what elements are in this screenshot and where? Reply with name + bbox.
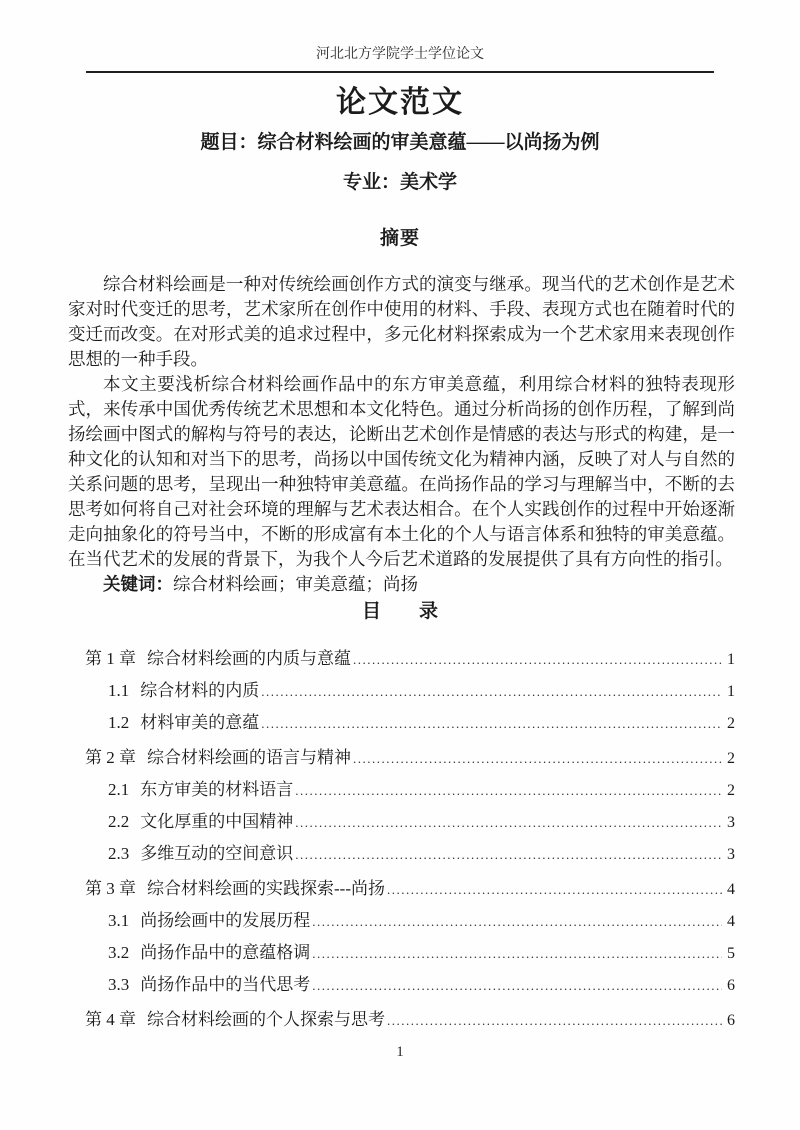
- toc-entry-page: 4: [727, 913, 735, 930]
- toc-entry-number: 2.3: [108, 844, 130, 863]
- toc-entry: [85, 807, 735, 839]
- toc-dot-leader: [312, 946, 722, 962]
- thesis-major-line: 专业：美术学: [342, 172, 457, 193]
- toc-dot-leader: [295, 815, 722, 831]
- abstract-paragraph: 本文主要浅析综合材料绘画作品中的东方审美意蕴，利用综合材料的独特表现形式，来传承中国优秀传统艺术思想和本文化特色。通过分析尚扬的创作历程，了解到尚扬绘画中图式的解构与符号的表达，论断出艺术创作是情感的表达与形式的构建，是一种文化的认知和对当下的思考，尚扬以中国传统文化为精神内涵，反映了对人与自然的关系问题的思考，呈现出一种独特审美意蕴。在尚扬作品的学习与理解当中，不断的去思考如何将自己对社会环境的理解与艺术表达相合。在个人实践创作的过程中开始逐渐走向抽象化的符号当中，不断的形成富有本土化的个人与语言体系和独特的审美意蕴。在当代艺术的发展的背景下，为我个人今后艺术道路的发展提供了具有方向性的指引。: [68, 374, 735, 569]
- toc-entry: [85, 743, 735, 775]
- toc-entry-number: 第 3 章: [85, 879, 136, 898]
- keywords-line: [68, 572, 735, 597]
- abstract-body: [68, 272, 735, 597]
- toc-entry: [85, 1005, 735, 1037]
- toc-entry: [85, 970, 735, 1002]
- toc-dot-leader: [261, 716, 722, 732]
- toc-entry: [85, 938, 735, 970]
- abstract-heading: 摘要: [379, 228, 420, 249]
- toc-entry-title: 综合材料绘画的内质与意蕴: [147, 649, 351, 668]
- toc-entry-page: 6: [727, 1012, 735, 1029]
- toc-entry-page: 4: [727, 881, 735, 898]
- toc-entry: [85, 874, 735, 906]
- toc-entry: [85, 708, 735, 740]
- toc-entry-page: 2: [727, 715, 735, 732]
- toc-entry-number: 第 1 章: [85, 649, 136, 668]
- toc-list: [85, 644, 735, 1037]
- toc-entry-title: 文化厚重的中国精神: [140, 812, 294, 831]
- toc-entry-title: 尚扬作品中的当代思考: [140, 975, 311, 994]
- running-head: 河北北方学院学士学位论文: [316, 47, 484, 62]
- toc-entry-title: 综合材料绘画的个人探索与思考: [147, 1010, 385, 1029]
- toc-entry-page: 6: [727, 977, 735, 994]
- toc-entry-page: 3: [727, 846, 735, 863]
- toc-dot-leader: [353, 652, 722, 668]
- toc-entry-title: 综合材料绘画的语言与精神: [147, 748, 351, 767]
- thesis-subject-line: 题目：综合材料绘画的审美意蕴——以尚扬为例: [200, 132, 600, 153]
- toc-entry-number: 第 2 章: [85, 748, 136, 767]
- toc-entry-title: 尚扬绘画中的发展历程: [140, 911, 311, 930]
- toc-dot-leader: [295, 847, 722, 863]
- keywords-label: 关键词：: [103, 574, 173, 594]
- toc-entry-title: 材料审美的意蕴: [140, 713, 260, 732]
- toc-entry-title: 尚扬作品中的意蕴格调: [140, 943, 311, 962]
- toc-entry-page: 3: [727, 814, 735, 831]
- toc-entry-page: 2: [727, 750, 735, 767]
- toc-entry-page: 5: [727, 945, 735, 962]
- toc-entry-title: 多维互动的空间意识: [140, 844, 294, 863]
- toc-dot-leader: [387, 882, 722, 898]
- toc-dot-leader: [295, 783, 722, 799]
- toc-heading: 目 录: [361, 601, 438, 622]
- toc-dot-leader: [312, 914, 722, 930]
- toc-entry: [85, 676, 735, 708]
- keywords-text: 综合材料绘画；审美意蕴；尚扬: [173, 574, 418, 594]
- toc-entry: [85, 644, 735, 676]
- toc-entry-number: 3.2: [108, 943, 130, 962]
- toc-entry: [85, 906, 735, 938]
- toc-entry-page: 2: [727, 782, 735, 799]
- toc-entry-number: 3.1: [108, 911, 130, 930]
- toc-entry: [85, 775, 735, 807]
- abstract-paragraph: 综合材料绘画是一种对传统绘画创作方式的演变与继承。现当代的艺术创作是艺术家对时代变迁的思考，艺术家所在创作中使用的材料、手段、表现方式也在随着时代的变迁而改变。在对形式美的追求过程中，多元化材料探索成为一个艺术家用来表现创作思想的一种手段。: [68, 274, 735, 369]
- toc-entry-number: 2.2: [108, 812, 130, 831]
- toc-dot-leader: [353, 751, 722, 767]
- page-title: 论文范文: [336, 86, 464, 119]
- toc-entry-number: 1.2: [108, 713, 130, 732]
- toc-entry-number: 2.1: [108, 780, 130, 799]
- toc-entry-title: 综合材料的内质: [140, 681, 260, 700]
- toc-entry-title: 综合材料绘画的实践探索---尚扬: [147, 879, 385, 898]
- header-rule: [86, 71, 714, 73]
- toc-entry: [85, 839, 735, 871]
- toc-entry-page: 1: [727, 683, 735, 700]
- toc-dot-leader: [387, 1013, 722, 1029]
- toc-dot-leader: [312, 978, 722, 994]
- toc-entry-title: 东方审美的材料语言: [140, 780, 294, 799]
- toc-dot-leader: [261, 684, 722, 700]
- toc-entry-number: 第 4 章: [85, 1010, 136, 1029]
- toc-entry-page: 1: [727, 651, 735, 668]
- toc-entry-number: 1.1: [108, 681, 130, 700]
- toc-entry-number: 3.3: [108, 975, 130, 994]
- page-number: 1: [396, 1044, 404, 1060]
